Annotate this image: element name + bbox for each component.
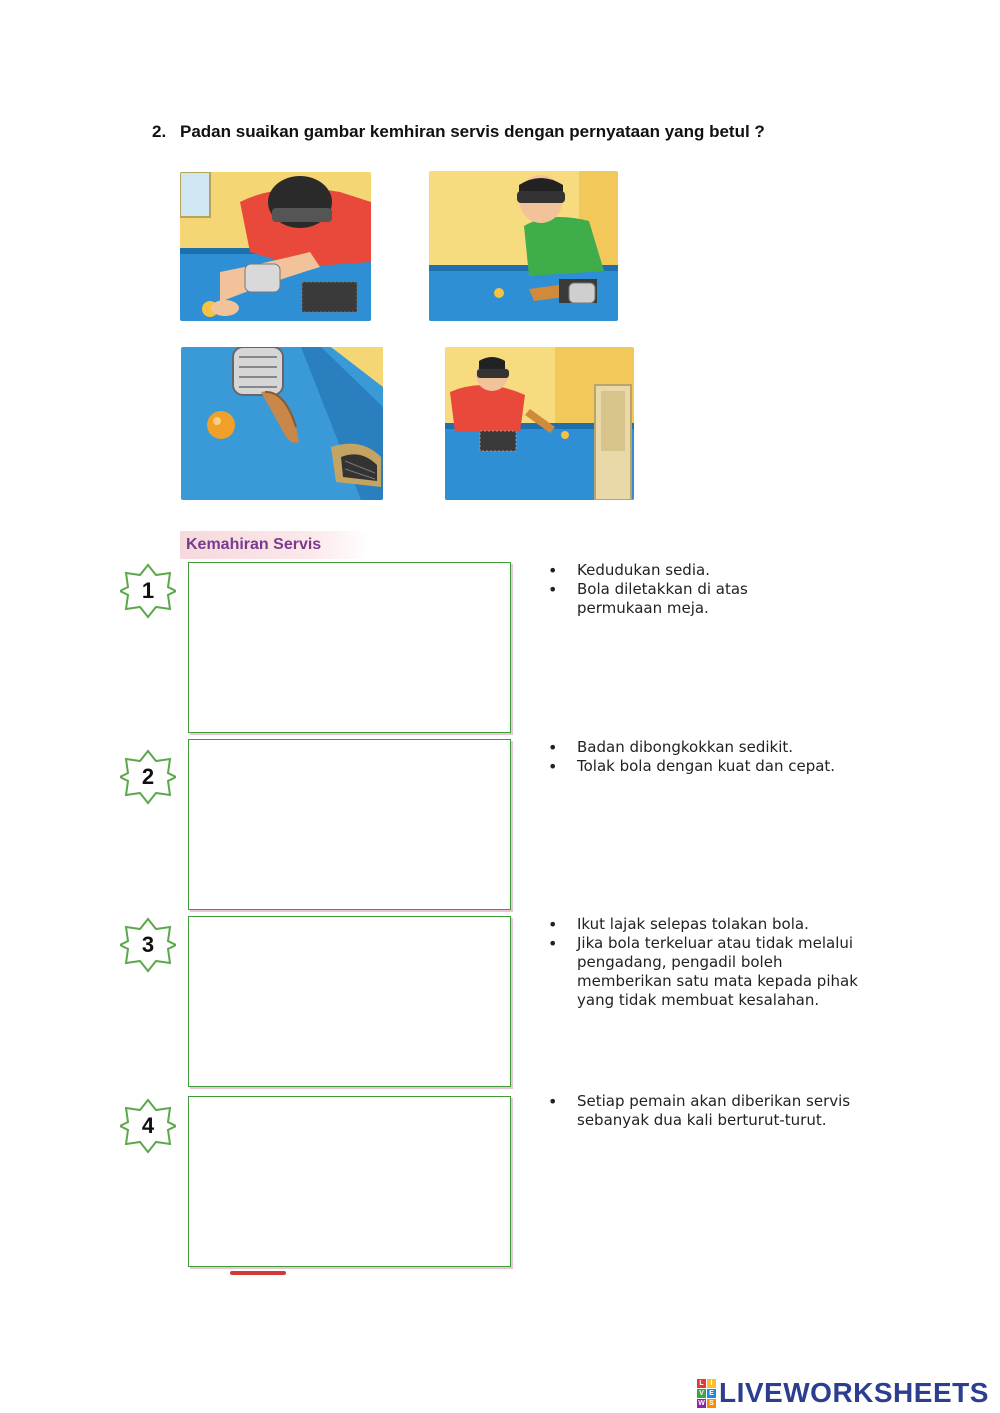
step-3-badge [120,917,176,973]
logo-cell: W [698,1399,705,1407]
drop-box-2[interactable] [188,739,511,910]
step-4-number: 4 [141,1113,155,1138]
statement: • Bola diletakkan di atas permukaan meja. [548,580,808,618]
step-4-statements [548,1092,868,1130]
question-heading [152,122,765,142]
statement: • Tolak bola dengan kuat dan cepat. [548,757,928,776]
step-2-number: 2 [141,764,155,789]
statement: • Jika bola terkeluar atau tidak melalui pengadang, pengadil boleh memberikan satu mata kepada pihak yang tidak membuat kesalahan. [548,934,868,1010]
picture-1-red-shirt-reach[interactable] [180,172,371,321]
decorative-mark [230,1271,286,1275]
step-1-badge [120,563,176,619]
picture-4-serving-at-net[interactable] [445,347,634,500]
logo-text: LIVEWORKSHEETS [719,1377,989,1408]
liveworksheets-logo [697,1377,989,1409]
step-1-statements [548,561,808,618]
logo-cell: L [697,1379,706,1388]
question-number: 2. [152,122,167,141]
section-title: Kemahiran Servis [180,531,370,559]
logo-cell: E [707,1389,716,1398]
drop-box-1[interactable] [188,562,511,733]
drop-box-3[interactable] [188,916,511,1087]
step-1-number: 1 [141,578,155,603]
statement: • Kedudukan sedia. [548,561,808,580]
logo-cell: I [707,1379,716,1388]
statement: • Ikut lajak selepas tolakan bola. [548,915,868,934]
step-3-statements [548,915,868,1010]
question-text: Padan suaikan gambar kemhiran servis dengan pernyataan yang betul ? [180,122,765,141]
drop-box-4[interactable] [188,1096,511,1267]
statement: • Badan dibongkokkan sedikit. [548,738,928,757]
logo-cell: V [697,1389,706,1398]
step-2-badge [120,749,176,805]
step-3-number: 3 [141,932,155,957]
step-2-statements [548,738,928,776]
step-4-badge [120,1098,176,1154]
picture-3-gloved-hand[interactable] [181,347,383,500]
logo-mark-icon [697,1379,716,1408]
logo-cell: S [707,1399,716,1408]
picture-2-green-shirt[interactable] [429,171,618,321]
statement: • Setiap pemain akan diberikan servis sebanyak dua kali berturut-turut. [548,1092,868,1130]
